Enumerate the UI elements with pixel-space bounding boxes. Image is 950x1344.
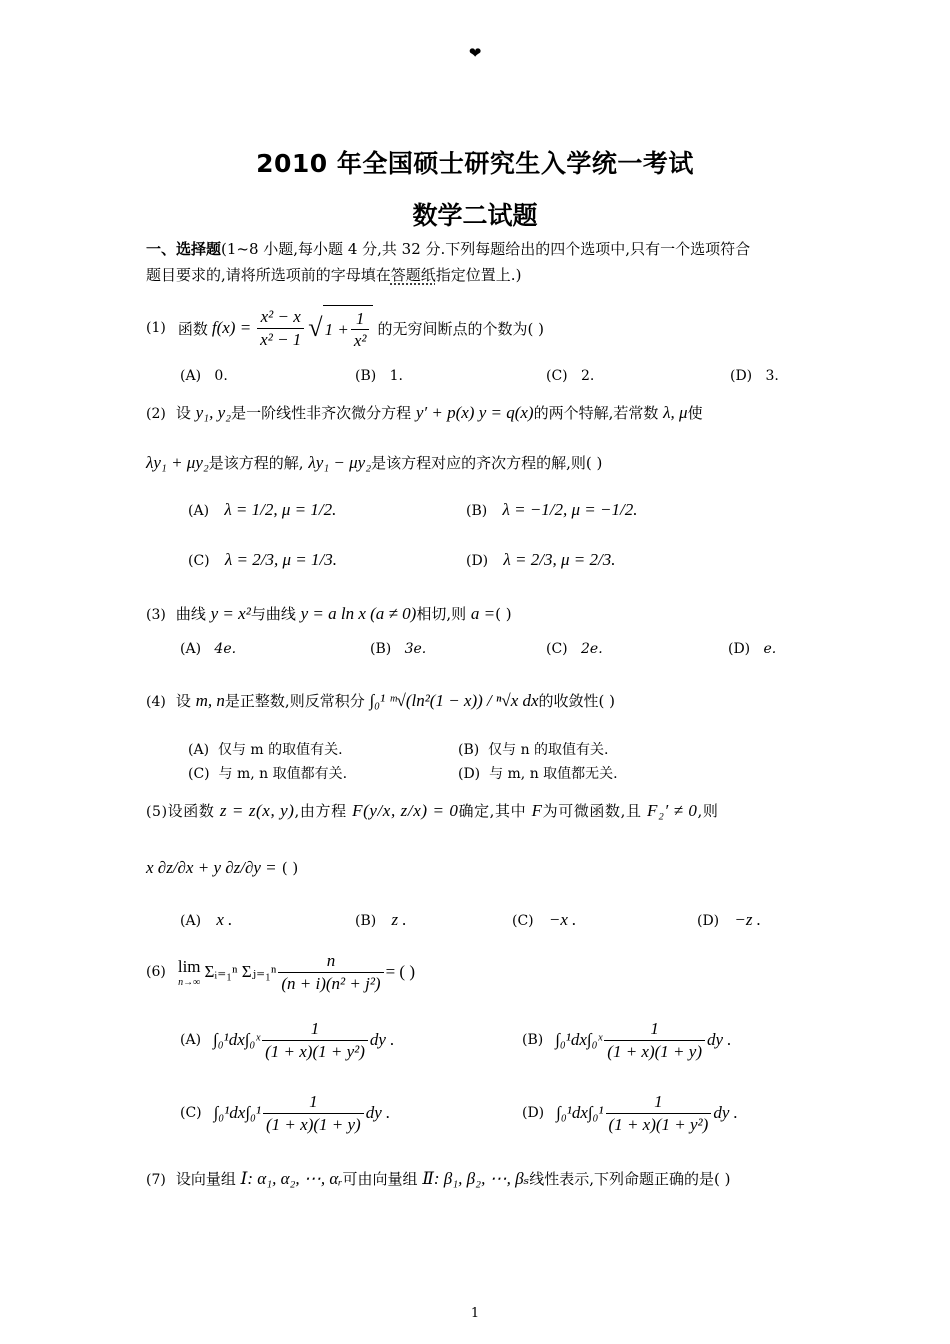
q3-ask: a = [470, 604, 496, 623]
q4-text-c: 的收敛性( ) [538, 692, 616, 710]
option-label: (C) [546, 368, 568, 384]
question-3 [146, 603, 512, 624]
q4-vars: m, n [195, 691, 225, 710]
q1-sqrt-sign: √ [308, 313, 323, 342]
q1-sqrt-a: 1 + [324, 319, 349, 339]
option-value: −z . [734, 910, 762, 929]
q3-text-a: 曲线 [175, 605, 206, 623]
option-label: (B) [466, 503, 488, 519]
option-fraction-denominator: (1 + x)(1 + y) [266, 1114, 361, 1134]
q5-option-b [355, 910, 407, 930]
q4-option-a [188, 739, 343, 759]
q3-number: (3) [146, 607, 166, 623]
q5-expression: x ∂z/∂x + y ∂z/∂y = [146, 858, 277, 877]
option-fraction-numerator: 1 [606, 1091, 712, 1113]
section-instructions-line2 [146, 264, 521, 285]
q5-option-d [697, 910, 761, 930]
q5-text-b: ,由方程 [294, 802, 347, 820]
q5-condition: F₂′ ≠ 0 [646, 801, 698, 820]
option-value: z . [391, 910, 407, 929]
q7-number: (7) [146, 1172, 166, 1188]
q1-fraction-numerator: x² − x [257, 306, 304, 328]
q5-option-a [180, 910, 232, 930]
q6-lim: lim [177, 956, 201, 976]
option-value: 1. [389, 368, 403, 384]
question-4 [146, 690, 615, 711]
q6-option-c [180, 1087, 390, 1139]
option-label: (C) [188, 766, 210, 782]
option-label: (A) [180, 368, 202, 384]
q3-text-b: 与曲线 [250, 605, 296, 623]
q1-option-c [546, 368, 594, 384]
q2-number: (2) [146, 406, 166, 422]
q4-number: (4) [146, 694, 166, 710]
option-label: (A) [180, 913, 202, 929]
option-fraction-denominator: (1 + x)(1 + y) [607, 1041, 702, 1061]
section-label: 一、选择题 [146, 240, 222, 258]
q5-F: F [531, 801, 543, 820]
option-label: (D) [466, 553, 489, 569]
option-label: (A) [180, 1032, 202, 1048]
q3-text-c: 相切,则 [416, 605, 467, 623]
q2-option-d [466, 550, 615, 570]
option-fraction-numerator: 1 [263, 1091, 364, 1113]
header-heart-icon: ❤ [468, 44, 482, 62]
q6-fraction-denominator: (n + i)(n² + j²) [281, 973, 381, 993]
instructions-text-b: 题目要求的,请将所选项前的字母填在 [146, 266, 391, 284]
option-prefix: ∫₀¹dx∫₀ˣ [213, 1030, 261, 1049]
option-fraction-numerator: 1 [604, 1018, 705, 1040]
q7-set-2: Ⅱ: β₁, β₂, ⋯, βₛ [422, 1169, 530, 1188]
option-value: 2e. [581, 641, 603, 657]
question-7 [146, 1168, 731, 1189]
q7-set-1: Ⅰ: α₁, α₂, ⋯, αᵣ [240, 1169, 343, 1188]
q7-text-a: 设向量组 [175, 1170, 236, 1188]
option-suffix: dy . [365, 1103, 391, 1122]
question-6 [146, 943, 415, 1001]
option-label: (B) [370, 641, 392, 657]
q4-option-d [458, 763, 618, 783]
option-suffix: dy . [369, 1030, 395, 1049]
option-value: 2. [581, 368, 595, 384]
q6-option-d [522, 1087, 738, 1139]
option-value: 0. [214, 368, 228, 384]
q1-fraction [257, 306, 304, 350]
option-suffix: dy . [713, 1103, 738, 1122]
question-5-line1 [146, 800, 718, 821]
option-label: (C) [546, 641, 568, 657]
option-label: (A) [188, 503, 210, 519]
q6-option-b [522, 1014, 732, 1066]
q2-text-b: 是一阶线性非齐次微分方程 [231, 404, 412, 422]
option-fraction-denominator: (1 + x)(1 + y²) [608, 1114, 709, 1134]
q2-text-c: 的两个特解,若常数 [533, 404, 659, 422]
option-fraction [262, 1018, 368, 1062]
q5-number: (5) [146, 804, 168, 820]
q5-option-c [512, 910, 576, 930]
q2-option-c [188, 550, 337, 570]
option-value: 仅与 m 的取值有关. [217, 742, 343, 758]
q5-text-e: ,则 [697, 802, 719, 820]
section-instructions-line1 [146, 238, 750, 259]
instructions-text-a: (1~8 小题,每小题 4 分,共 32 分.下列每题给出的四个选项中,只有一个选项符合 [221, 240, 751, 258]
q2-option-a [188, 500, 336, 520]
q6-tail: = ( ) [385, 962, 415, 981]
q2-text-e: 是该方程的解, [208, 454, 304, 472]
q3-option-a [180, 641, 236, 657]
q7-text-c: 线性表示,下列命题正确的是( ) [529, 1170, 731, 1188]
q4-text-a: 设 [175, 692, 191, 710]
q4-text-b: 是正整数,则反常积分 [224, 692, 365, 710]
option-value: λ = 1/2, μ = 1/2. [224, 500, 337, 519]
option-value: λ = −1/2, μ = −1/2. [502, 500, 638, 519]
option-label: (C) [180, 1105, 202, 1121]
option-label: (D) [458, 766, 481, 782]
q1-fraction-denominator: x² − 1 [260, 329, 302, 349]
option-label: (D) [697, 913, 720, 929]
option-value: λ = 2/3, μ = 1/3. [224, 550, 337, 569]
q2-constants: λ, μ [663, 403, 688, 422]
q3-option-d [728, 641, 776, 657]
q1-sqrt-numerator: 1 [351, 308, 370, 330]
q1-sqrt-denominator: x² [353, 331, 367, 350]
option-value: e. [763, 641, 777, 657]
question-5-line2 [146, 858, 298, 878]
option-label: (B) [522, 1032, 544, 1048]
q2-combo-diff: λy₁ − μy₂ [308, 453, 372, 472]
option-label: (B) [355, 913, 377, 929]
q7-text-b: 可由向量组 [342, 1170, 418, 1188]
option-value: 与 m, n 取值都有关. [218, 766, 348, 782]
option-value: 4e. [214, 641, 237, 657]
q3-text-d: ( ) [495, 605, 512, 623]
q4-option-b [458, 739, 609, 759]
q3-option-b [370, 641, 426, 657]
q3-curve-2: y = a ln x (a ≠ 0) [300, 604, 417, 623]
option-value: λ = 2/3, μ = 2/3. [503, 550, 616, 569]
option-fraction [606, 1091, 712, 1135]
option-label: (B) [355, 368, 377, 384]
option-fraction-denominator: (1 + x)(1 + y²) [265, 1041, 365, 1061]
option-value: 仅与 n 的取值有关. [488, 742, 609, 758]
q2-solutions: y₁, y₂ [195, 403, 232, 422]
q1-number: (1) [146, 320, 166, 336]
question-2-line2 [146, 452, 602, 473]
q2-equation: y′ + p(x) y = q(x) [415, 403, 534, 422]
option-prefix: ∫₀¹dx∫₀¹ [556, 1103, 604, 1122]
q5-blank: ( ) [281, 859, 299, 877]
q6-sums: Σᵢ₌₁ⁿ Σⱼ₌₁ⁿ [204, 962, 277, 981]
option-value: x . [216, 910, 233, 929]
q1-option-b [355, 368, 403, 384]
q3-option-c [546, 641, 603, 657]
option-value: 3e. [404, 641, 427, 657]
option-suffix: dy . [706, 1030, 732, 1049]
exam-subtitle: 数学二试题 [412, 201, 538, 230]
q6-lim-sub: n→∞ [178, 976, 201, 988]
option-prefix: ∫₀¹dx∫₀¹ [213, 1103, 262, 1122]
option-label: (A) [188, 742, 210, 758]
page-number: 1 [470, 1306, 480, 1321]
q1-lhs: f(x) = [211, 318, 252, 337]
exam-title: 2010 年全国硕士研究生入学统一考试 [256, 149, 694, 178]
q5-function: z = z(x, y) [219, 801, 295, 820]
question-1 [146, 300, 544, 356]
q1-option-a [180, 368, 228, 384]
option-label: (C) [512, 913, 534, 929]
q1-text-b: 的无穷间断点的个数为( ) [377, 319, 544, 338]
option-fraction [263, 1091, 364, 1135]
option-label: (A) [180, 641, 202, 657]
option-label: (B) [458, 742, 480, 758]
question-2-line1 [146, 402, 703, 423]
q5-text-d: 为可微函数,且 [542, 802, 642, 820]
option-label: (D) [728, 641, 751, 657]
q1-text-a: 函数 [177, 319, 208, 338]
option-label: (D) [522, 1105, 545, 1121]
q6-option-a [180, 1014, 394, 1066]
q6-limit [178, 957, 201, 988]
option-label: (C) [188, 553, 210, 569]
q2-text-d: 使 [687, 404, 703, 422]
option-value: 3. [765, 368, 779, 384]
option-fraction [604, 1018, 705, 1062]
q1-option-d [730, 368, 779, 384]
q5-text-c: 确定,其中 [458, 802, 527, 820]
q4-option-c [188, 763, 347, 783]
option-label: (D) [730, 368, 753, 384]
q4-integral: ∫₀¹ ᵐ√(ln²(1 − x)) / ⁿ√x dx [369, 691, 539, 710]
q6-fraction [278, 950, 383, 994]
q1-sqrt-fraction [351, 308, 370, 352]
q1-sqrt-body [323, 305, 374, 352]
q5-equation: F(y/x, z/x) = 0 [352, 801, 459, 820]
q2-text-a: 设 [175, 404, 191, 422]
instructions-text-c: 指定位置上.) [435, 266, 522, 284]
q2-text-f: 是该方程对应的齐次方程的解,则( ) [371, 454, 603, 472]
q3-curve-1: y = x² [210, 604, 251, 623]
q2-option-b [466, 500, 637, 520]
instructions-emphasis: 答题纸 [390, 266, 436, 284]
option-value: 与 m, n 取值都无关. [489, 766, 618, 782]
q5-text-a: 设函数 [167, 802, 215, 820]
option-value: −x . [548, 910, 577, 929]
q2-combo-sum: λy₁ + μy₂ [146, 453, 209, 472]
option-prefix: ∫₀¹dx∫₀ˣ [555, 1030, 603, 1049]
q6-fraction-numerator: n [278, 950, 383, 972]
option-fraction-numerator: 1 [262, 1018, 368, 1040]
q6-number: (6) [146, 964, 166, 980]
